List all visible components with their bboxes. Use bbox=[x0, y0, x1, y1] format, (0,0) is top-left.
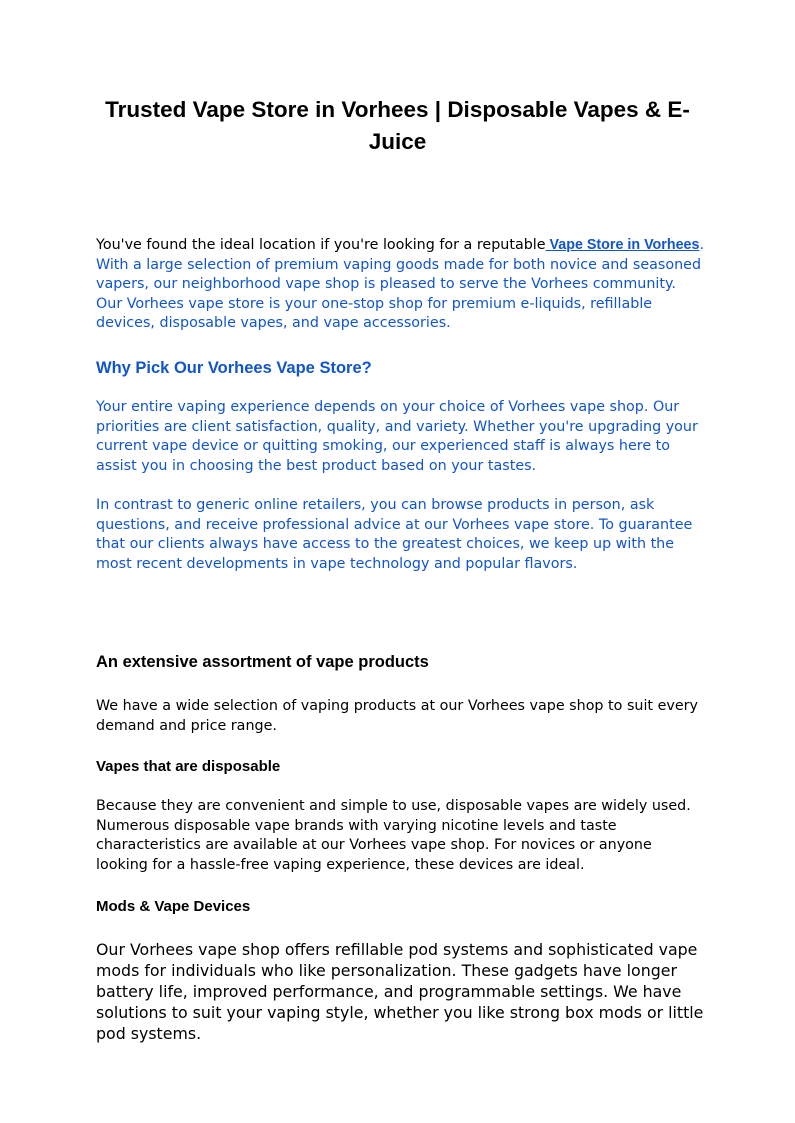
mods-heading: Mods & Vape Devices bbox=[96, 898, 251, 915]
why-paragraph-1: Your entire vaping experience depends on your choice of Vorhees vape shop. Our priorities are client satisfaction, quality, and variety. Whether you're upgrading your current vape device or quitting smoking, our experienced staff is always here to assist you in choosing the best product based on your tastes. bbox=[96, 399, 698, 474]
products-paragraph: We have a wide selection of vaping products at our Vorhees vape shop to suit every demand and price range. bbox=[96, 698, 698, 734]
intro-paragraph bbox=[96, 236, 706, 334]
disposable-paragraph: Because they are convenient and simple to use, disposable vapes are widely used. Numerous disposable vape brands with varying nicotine levels and taste characteristics are available at our Vorhees vape shop. For novices or anyone looking for a hassle-free vaping experience, these devices are ideal. bbox=[96, 798, 691, 873]
vape-store-link[interactable]: Vape Store in Vorhees bbox=[545, 237, 700, 253]
why-heading: Why Pick Our Vorhees Vape Store? bbox=[96, 359, 372, 377]
intro-rest-text: . With a large selection of premium vaping goods made for both novice and seasoned vapers, our neighborhood vape shop is pleased to serve the Vorhees community. Our Vorhees vape store is your one-stop shop for premium e-liquids, refillable devices, disposable vapes, and vape accessories. bbox=[96, 237, 704, 331]
intro-lead-text: You've found the ideal location if you're looking for a reputable bbox=[96, 237, 546, 253]
mods-paragraph: Our Vorhees vape shop offers refillable pod systems and sophisticated vape mods for individuals who like personalization. These gadgets have longer battery life, improved performance, and programmable settings. We have solutions to suit your vaping style, whether you like strong box mods or little pod systems. bbox=[96, 940, 704, 1043]
disposable-heading: Vapes that are disposable bbox=[96, 758, 281, 775]
products-heading: An extensive assortment of vape products bbox=[96, 653, 429, 671]
why-paragraph-2: In contrast to generic online retailers, you can browse products in person, ask questions, and receive professional advice at our Vorhees vape store. To guarantee that our clients always have access to the greatest choices, we keep up with the most recent developments in vape technology and popular flavors. bbox=[96, 497, 693, 572]
page-title: Trusted Vape Store in Vorhees | Disposable Vapes & E-Juice bbox=[105, 97, 690, 154]
